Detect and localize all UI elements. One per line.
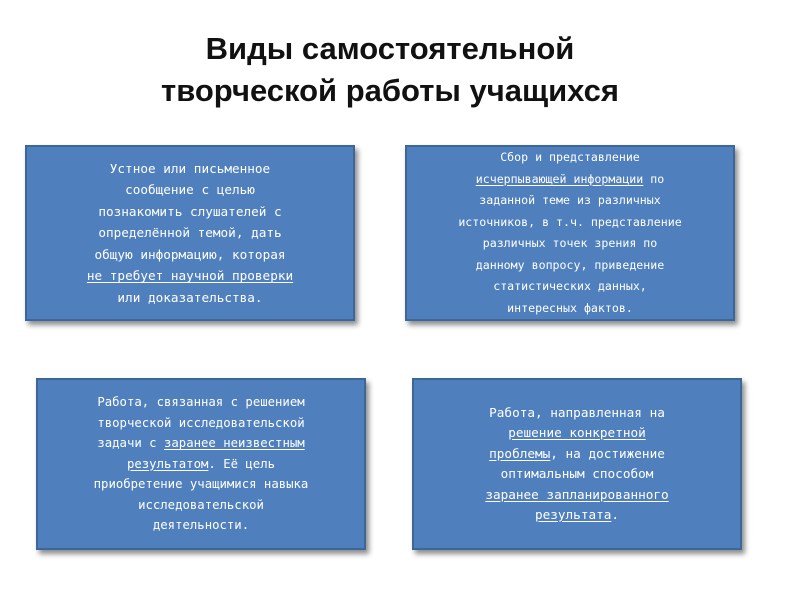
card-oral-report <box>25 145 355 321</box>
underlined-phrase: результатом <box>126 456 209 471</box>
card-text-fragment: по <box>643 171 665 186</box>
card-text-line: определённой темой, дать <box>98 225 282 241</box>
underlined-phrase: не требует научной проверки <box>86 268 294 284</box>
card-text-line <box>535 505 619 526</box>
card-research-task <box>36 378 366 550</box>
underlined-phrase: исчерпывающей информации <box>475 171 644 186</box>
card-text-line: творческой исследовательской <box>97 415 305 430</box>
underlined-phrase: заранее запланированного <box>485 486 669 502</box>
card-text-line: Работа, направленная на <box>489 404 665 420</box>
underlined-phrase: заранее неизвестным <box>163 436 305 451</box>
card-text-line <box>485 485 668 506</box>
card-text-fragment: . Её цель <box>208 456 276 471</box>
card-text-line: интересных фактов. <box>507 300 633 315</box>
card-text-line: статистических данных, <box>493 279 647 293</box>
card-text-line: оптимальным способом <box>500 466 654 481</box>
card-text-line: приобретение учащимися навыка <box>93 477 309 492</box>
card-text-line: общую информацию, которая <box>94 246 286 262</box>
card-text-fragment: . <box>611 507 620 522</box>
card-text-fragment: , на достижение <box>550 445 665 461</box>
card-text-line: Работа, связанная с решением <box>97 395 305 410</box>
card-text-line <box>476 169 664 191</box>
card-text-line <box>489 444 665 465</box>
card-information-collection <box>405 145 735 321</box>
card-text-line <box>508 423 646 444</box>
card-text-line: данному вопросу, приведение <box>475 257 665 272</box>
card-text-line: познакомить слушателей с <box>98 203 282 219</box>
card-text-line: различных точек зрения по <box>482 236 658 250</box>
card-text-line: сообщение с целью <box>125 182 255 198</box>
card-problem-solving <box>412 378 742 550</box>
card-text-line <box>127 454 275 475</box>
underlined-phrase: результата <box>534 507 612 522</box>
card-text-line: деятельности. <box>152 518 250 533</box>
card-text-line: Сбор и представление <box>500 150 640 164</box>
card-text-line: заданной теме из различных <box>479 193 661 207</box>
card-text-line: Устное или письменное <box>109 160 271 176</box>
card-text-line: источников, в т.ч. представление <box>458 214 682 229</box>
slide-title <box>40 28 740 112</box>
underlined-phrase: решение конкретной <box>508 425 646 440</box>
card-text-line <box>87 265 293 287</box>
underlined-phrase: проблемы <box>489 445 551 461</box>
card-text-line <box>97 433 304 454</box>
card-text-line: исследовательской <box>138 497 264 512</box>
card-text-line: или доказательства. <box>117 289 263 305</box>
card-text-fragment: задачи с <box>97 436 164 451</box>
slide-title-line-1: Виды самостоятельной <box>205 31 575 66</box>
slide-title-line-2: творческой работы учащихся <box>161 73 619 108</box>
